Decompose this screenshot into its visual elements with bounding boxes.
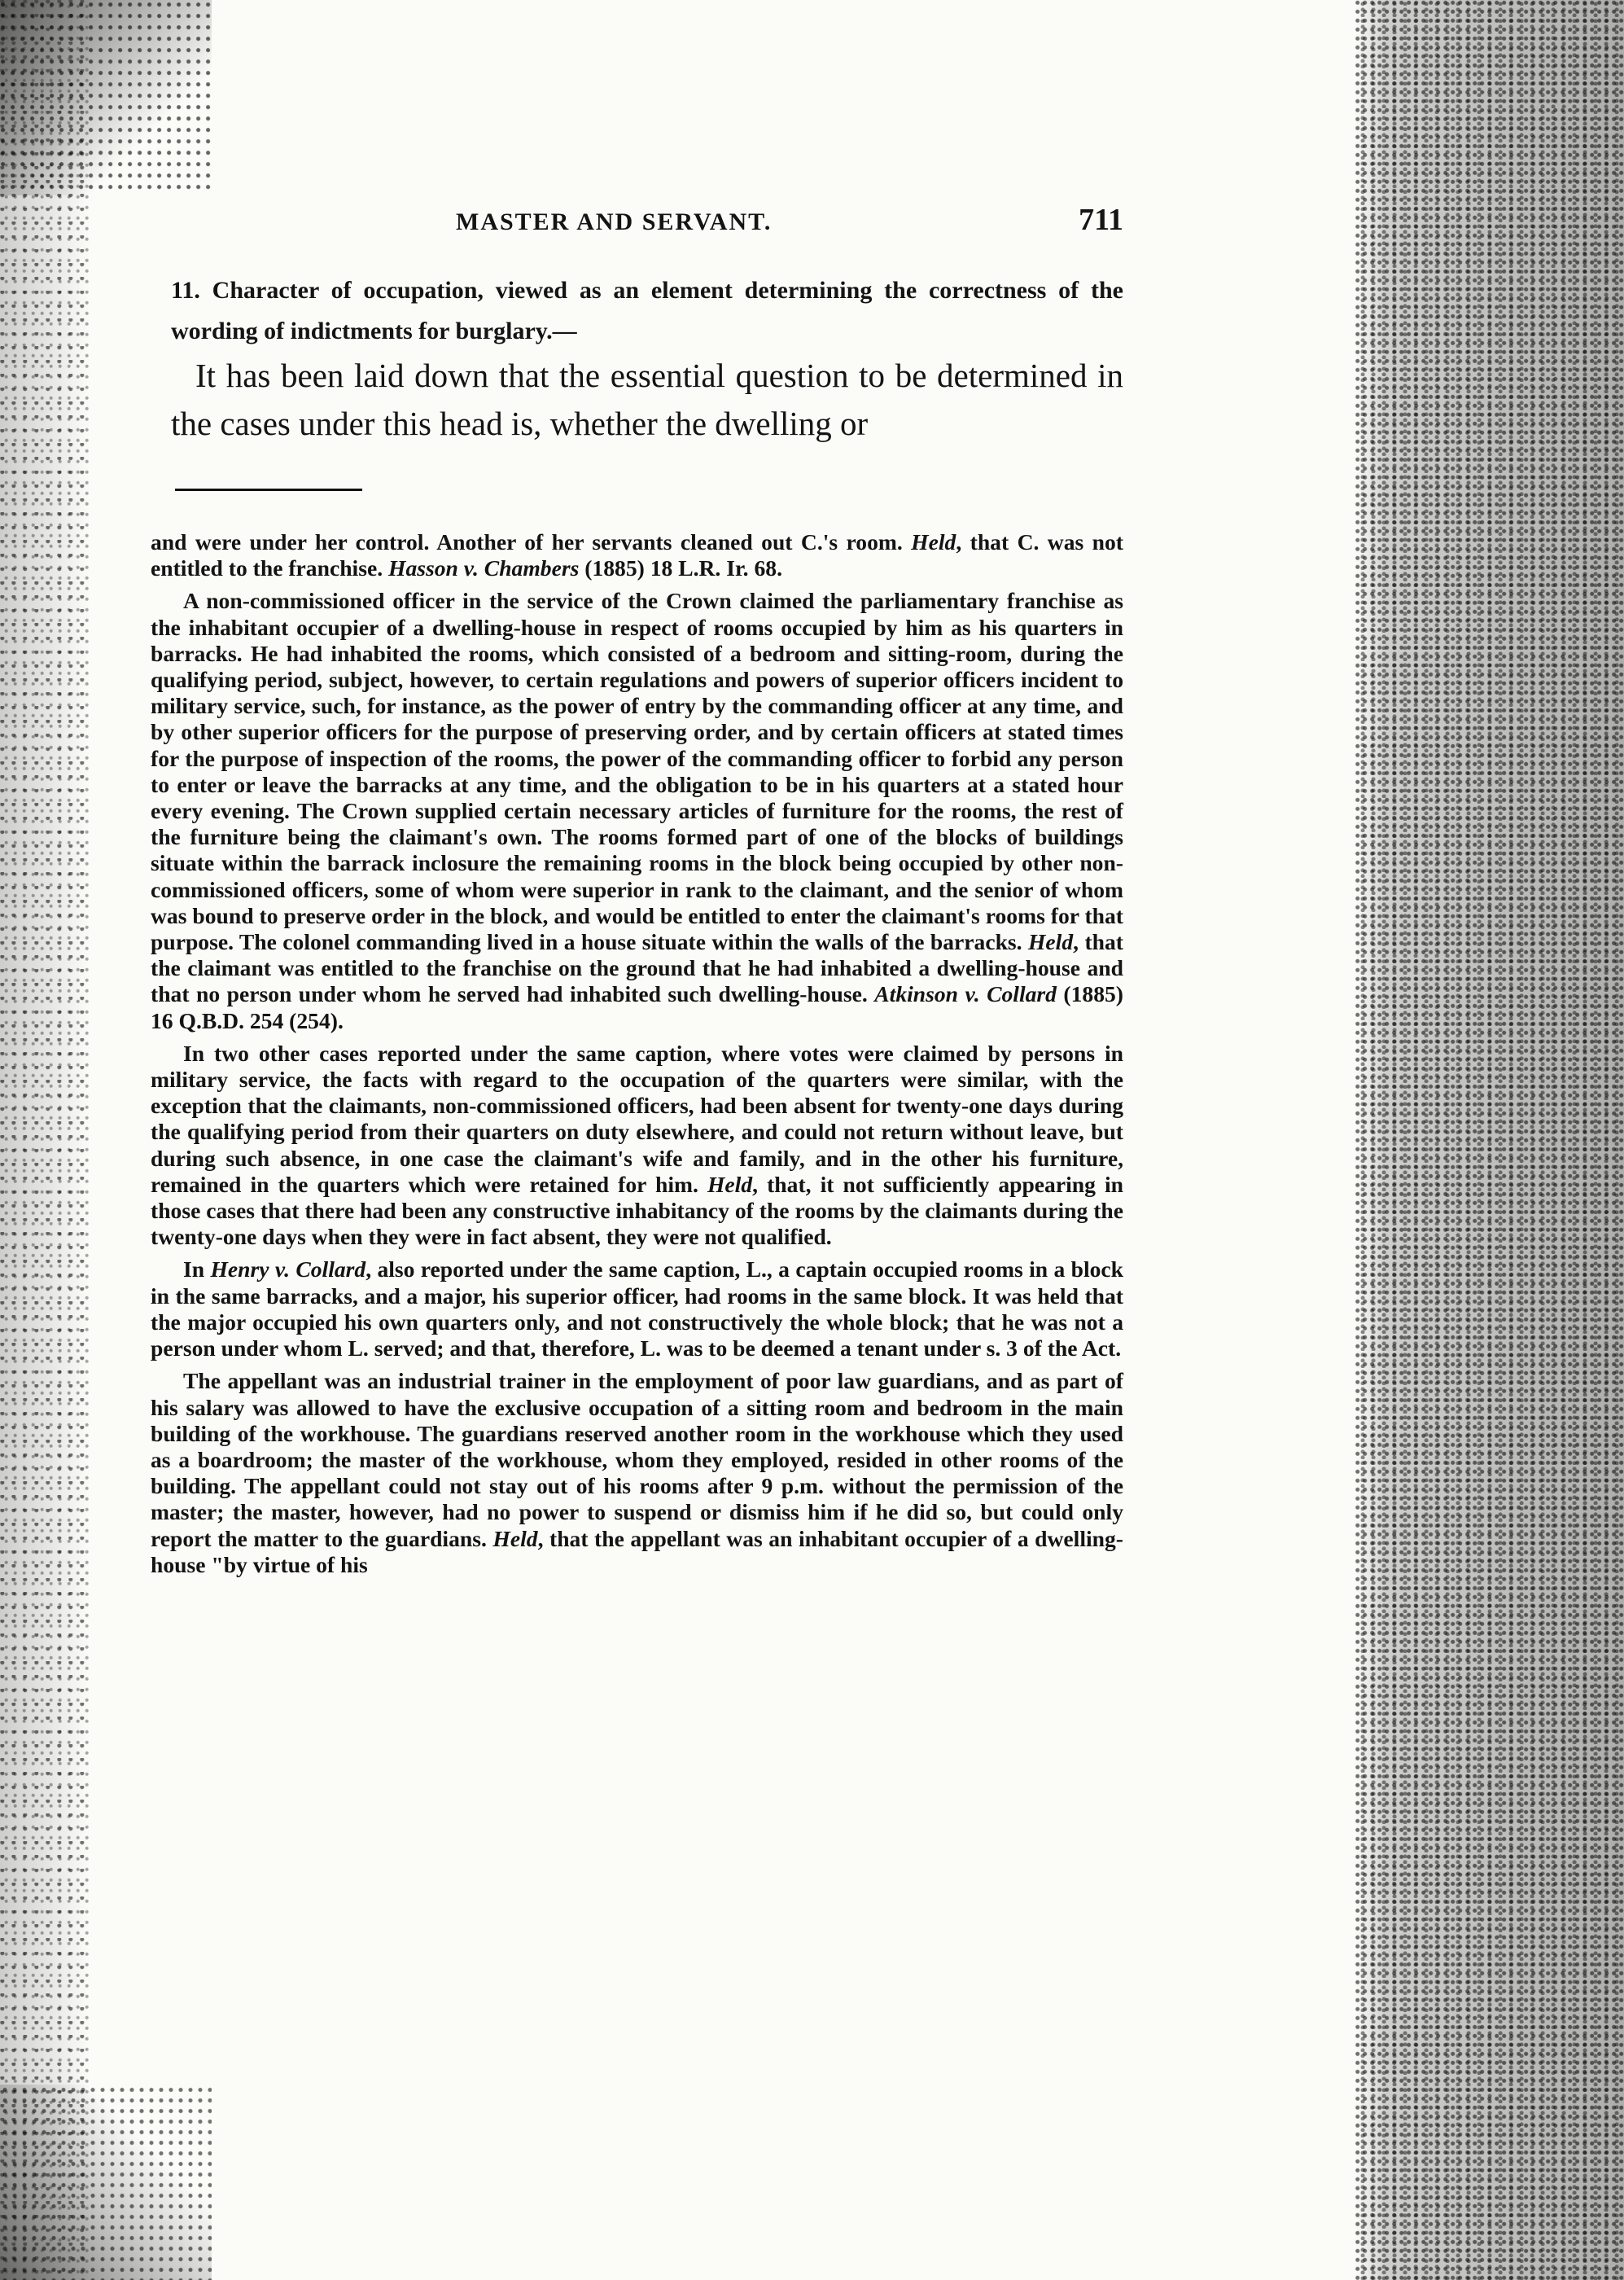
- held-label: Held: [707, 1171, 753, 1197]
- footnote-text: , that C. was not entitled to the franchise.: [151, 529, 1123, 581]
- footnote-text: A non-commissioned officer in the service of the Crown claimed the parliamentary franchise as the inhabitant occupier of a dwelling-house in respect of rooms occupied by him as his quarters in barracks. He had inhabited the rooms, which consisted of a bedroom and sitting-room, during the qualifying period, subject, however, to certain regulations and powers of superior officers incident to military service, such, for instance, as the power of entry by the commanding officer at any time, and by other superior officers for the purpose of preserving order, and by certain officers at stated times for the purpose of inspection of the rooms, the power of the commanding officer to forbid any person to enter or leave the barracks at any time, and the obligation to be in his quarters at a stated hour every evening. The Crown supplied certain necessary articles of furniture for the rooms, the rest of the furniture being the claimant's own. The rooms formed part of one of the blocks of buildings situate within the barrack inclosure the remaining rooms in the block being occupied by other non-commissioned officers, some of whom were superior in rank to the claimant, and the senior of whom was bound to preserve order in the block, and would be entitled to enter the claimant's rooms for that purpose. The colonel commanding lived in a house situate within the walls of the barracks.: [151, 588, 1123, 955]
- page-number: 711: [1079, 203, 1123, 237]
- footnote-paragraph: [151, 1256, 1123, 1361]
- page-header: [138, 202, 1123, 243]
- footnote-text: , that the appellant was an inhabitant occupier of a dwelling-house "by virtue of his: [151, 1525, 1124, 1577]
- footnote-text: , that the claimant was entitled to the franchise on the ground that he had inhabited a dwelling-house and that no person under whom he served had inhabited such dwelling-house.: [151, 929, 1123, 1007]
- footnote-text: (1885) 18 L.R. Ir. 68.: [579, 555, 782, 581]
- held-label: Held: [911, 529, 956, 555]
- footnote-text: and were under her control. Another of her servants cleaned out C.'s room.: [151, 529, 912, 555]
- footnote-paragraph: [151, 588, 1123, 1033]
- scan-edge-right: [1355, 0, 1624, 2280]
- held-label: Held: [1027, 929, 1074, 955]
- section-heading: 11. Character of occupation, viewed as an element determining the correctness of the wording of indictments for burglary.—: [171, 277, 1123, 344]
- footnotes: [151, 529, 1123, 1585]
- footnote-rule: [175, 489, 362, 491]
- footnote-text: , that, it not sufficiently appearing in those cases that there had been any constructive inhabitancy of the rooms by the claimants during the twenty-one days when they were in fact absent, they were not qualified.: [151, 1171, 1123, 1250]
- running-head: MASTER AND SERVANT.: [456, 208, 773, 235]
- footnote-paragraph: [151, 1041, 1123, 1251]
- held-label: Held: [492, 1525, 538, 1551]
- footnote-text: , also reported under the same caption, L., a captain occupied rooms in a block in the same barracks, and a major, his superior officer, had rooms in the same block. It was held that the major occupied his own quarters only, and not constructively the whole block; that he was not a person under whom L. served; and that, therefore, L. was to be deemed a tenant under s. 3 of the Act.: [151, 1256, 1124, 1361]
- footnote-text: In two other cases reported under the same caption, where votes were claimed by persons in military service, the facts with regard to the occupation of the quarters were similar, with the exception that the claimants, non-commissioned officers, had been absent for twenty-one days during the qualifying period from their quarters on duty elsewhere, and could not return without leave, but during such absence, in one case the claimant's wife and family, and in the other his furniture, remained in the quarters which were retained for him.: [151, 1040, 1123, 1197]
- section-lead-paragraph: It has been laid down that the essential question to be determined in the cases under this head is, whether the dwelling or: [171, 357, 1123, 442]
- footnote-paragraph: [151, 529, 1123, 581]
- book-page: [138, 0, 1368, 2280]
- footnote-paragraph: [151, 1368, 1123, 1578]
- footnote-text: In: [183, 1256, 211, 1282]
- scan-edge-left: [0, 0, 90, 2280]
- case-citation: Hasson v. Chambers: [388, 555, 580, 581]
- case-citation: Atkinson v. Collard: [874, 981, 1057, 1007]
- case-citation: Henry v. Collard: [210, 1256, 366, 1282]
- footnote-text: (1885) 16 Q.B.D. 254 (254).: [151, 981, 1123, 1033]
- footnote-text: The appellant was an industrial trainer in the employment of poor law guardians, and as part of his salary was allowed to have the exclusive occupation of a sitting room and bedroom in the main building of the workhouse. The guardians reserved another room in the workhouse which they used as a boardroom; the master of the workhouse, whom they employed, resided in other rooms of the building. The appellant could not stay out of his rooms after 9 p.m. without the permission of the master; the master, however, had no power to suspend or dismiss him if he did so, but could only report the matter to the guardians.: [151, 1368, 1123, 1551]
